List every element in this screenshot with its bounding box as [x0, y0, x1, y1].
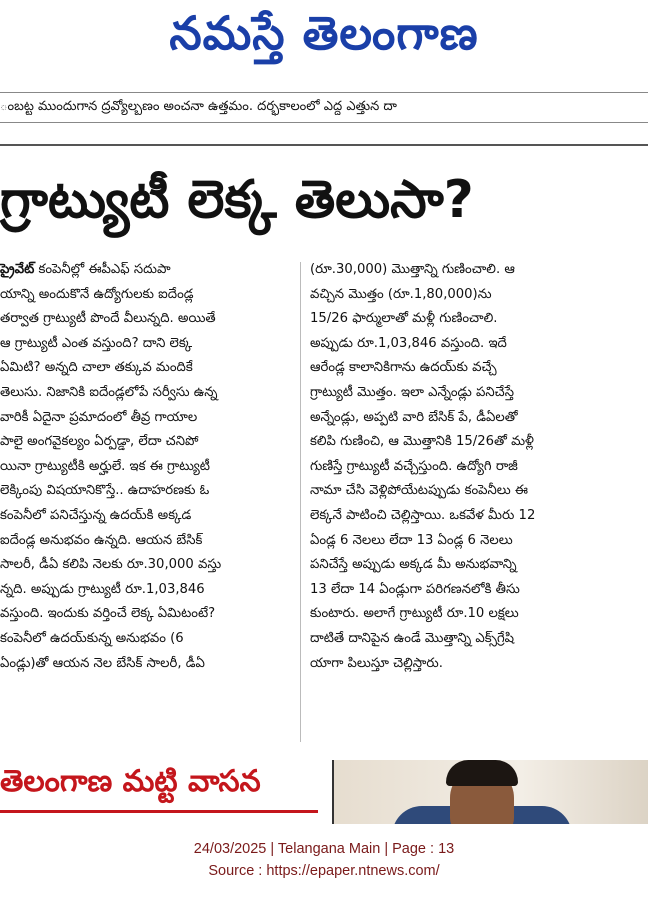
- news-photo: [332, 760, 648, 824]
- article-line: న్నది. అప్పుడు గ్రాట్యుటీ రూ.1,03,846: [0, 581, 205, 597]
- ticker-divider: [0, 122, 648, 123]
- article-line: యాగా పిలుస్తూ చెల్లిస్తారు.: [310, 655, 443, 671]
- article-line: తెలుసు. నిజానికి ఐదేండ్లలోపే సర్వీసు ఉన్న: [0, 384, 218, 400]
- article-line: ఆరేండ్ల కాలానికిగాను ఉదయ్‌కు వచ్చే: [310, 360, 497, 376]
- article-line: యాన్ని అందుకొనే ఉద్యోగులకు ఐదేండ్ల: [0, 286, 194, 302]
- article-line: యినా గ్రాట్యుటీకి అర్హులే. ఇక ఈ గ్రాట్యుటీ: [0, 458, 210, 474]
- article-line: ఏండ్లు)తో ఆయన నెల బేసిక్ సాలరీ, డీఏ: [0, 655, 205, 671]
- ticker-strip: ంబట్ట ముందుగాన ద్రవ్యోల్బణం అంచనా ఉత్తమం. దర్భకాలంలో ఎద్ద ఎత్తున దా: [0, 99, 397, 114]
- article-line: కంపెనీలో ఉదయ్‌కున్న అనుభవం (6: [0, 630, 184, 646]
- article-line: ఐదేండ్ల అనుభవం ఉన్నది. ఆయన బేసిక్: [0, 532, 203, 548]
- article-line: గ్రాట్యుటీ మొత్తం. ఇలా ఎన్నేండ్లు పనిచేస్తే: [310, 384, 514, 400]
- article-line: కలిపి గుణించి, ఆ మొత్తానికి 15/26తో మళ్లీ: [310, 434, 534, 450]
- masthead: [0, 0, 648, 90]
- article-line: కంపెనీలో పనిచేస్తున్న ఉదయ్‌కి అక్కడ: [0, 507, 192, 523]
- article-first-line-rest: కంపెనీల్లో ఈపీఎఫ్ సదుపా: [34, 262, 171, 277]
- article-line: లెక్కనే పాటించి చెల్లిస్తాయి. ఒకవేళ మీరు 12: [310, 507, 536, 523]
- photo-frame: [332, 760, 648, 824]
- article-line: దాటితే దానిపైన ఉండే మొత్తాన్ని ఎక్స్‌గ్రేషి: [310, 630, 515, 646]
- article-line: ఏమిటి? అన్నది చాలా తక్కువ మందికే: [0, 360, 193, 376]
- page-footer: [0, 838, 648, 882]
- article-line: అప్పుడు రూ.1,03,846 వస్తుంది. ఇదే: [310, 335, 507, 351]
- article-line: వస్తుంది. ఇందుకు వర్తించే లెక్క ఏమిటంటే?: [0, 606, 216, 622]
- article-body: [0, 258, 648, 750]
- column-divider: [300, 262, 301, 742]
- article-headline: గ్రాట్యుటీ లెక్క తెలుసా?: [0, 170, 474, 230]
- article-line: నామా చేసి వెళ్లిపోయేటప్పుడు కంపెనీలు ఈ: [310, 483, 528, 499]
- banner-underline: [0, 810, 318, 813]
- article-column-right: [310, 258, 610, 676]
- article-line: వచ్చిన మొత్తం (రూ.1,80,000)ను: [310, 286, 492, 302]
- article-lead-word: ప్రైవేట్: [0, 262, 35, 277]
- article-line: తర్వాత గ్రాట్యుటీ పొందే వీలున్నది. అయితే: [0, 311, 216, 327]
- article-line: అన్నేండ్లు, అప్పటి వారి బేసిక్ పే, డీఏలతో: [310, 409, 518, 425]
- article-line: గుణిస్తే గ్రాట్యుటీ వచ్చేస్తుంది. ఉద్యోగి రాజీ: [310, 458, 518, 474]
- article-line: పాలై అంగవైకల్యం ఏర్పడ్డా, లేదా చనిపో: [0, 434, 199, 450]
- bottom-strip: [0, 758, 648, 824]
- article-line: ఏండ్ల 6 నెలలు లేదా 13 ఏండ్ల 6 నెలలు: [310, 532, 513, 548]
- article-line: వారికీ ఏదైనా ప్రమాదంలో తీవ్ర గాయాల: [0, 409, 198, 425]
- article-line: ఆ గ్రాట్యుటీ ఎంత వస్తుంది? దాని లెక్క: [0, 335, 193, 351]
- article-line: పనిచేస్తే అప్పుడు అక్కడ మీ అనుభవాన్ని: [310, 557, 517, 573]
- masthead-divider: [0, 92, 648, 93]
- article-line: 15/26 ఫార్ములాతో మళ్లీ గుణించాలి.: [310, 311, 498, 327]
- article-line: (రూ.30,000) మొత్తాన్ని గుణించాలి. ఆ: [310, 262, 515, 277]
- footer-date-page: 24/03/2025 | Telangana Main | Page : 13: [193, 841, 455, 857]
- article-line: [0, 258, 290, 283]
- article-line: 13 లేదా 14 ఏండ్లుగా పరిగణనలోకి తీసు: [310, 581, 520, 597]
- section-divider: [0, 144, 648, 146]
- article-line: కుంటారు. అలాగే గ్రాట్యుటీ రూ.10 లక్షలు: [310, 606, 519, 622]
- section-banner: తెలంగాణ మట్టి వాసన: [0, 764, 261, 799]
- masthead-title: నమస్తే తెలంగాణ: [169, 6, 479, 60]
- footer-source: Source : https://epaper.ntnews.com/: [208, 863, 440, 879]
- article-line: సాలరీ, డీఏ కలిపి నెలకు రూ.30,000 వస్తు: [0, 557, 222, 573]
- article-line: లెక్కింపు విషయానికొస్తే.. ఉదాహరణకు ఓ: [0, 483, 210, 499]
- article-column-left: [0, 258, 290, 676]
